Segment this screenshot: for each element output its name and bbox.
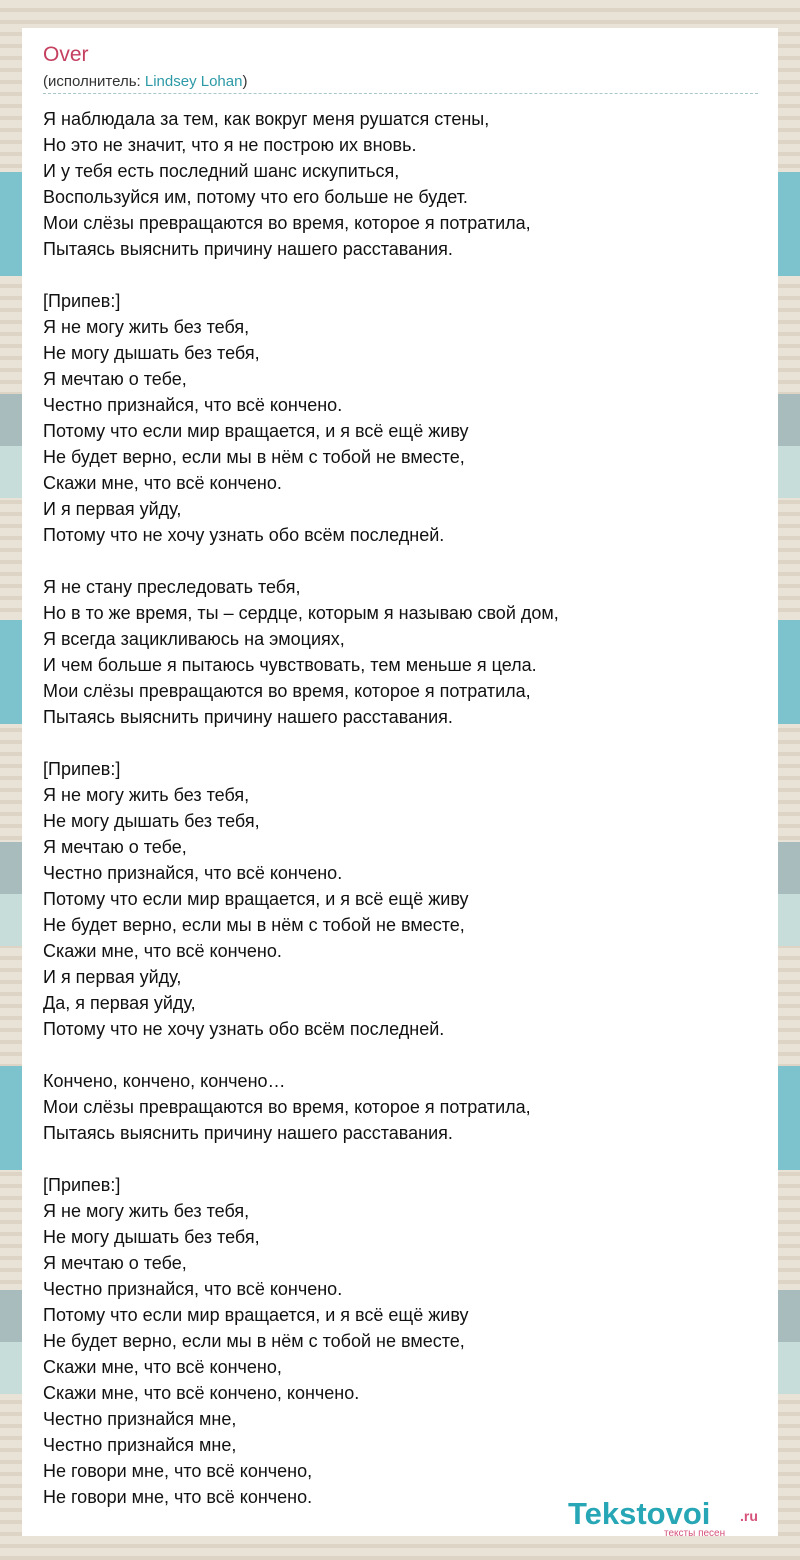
site-logo[interactable] [568, 1496, 778, 1542]
lyric-line: Честно признайся, что всё кончено. [43, 863, 343, 883]
blank-line [43, 1042, 758, 1068]
lyric-line: Пытаясь выяснить причину нашего расставания. [43, 239, 453, 259]
blank-line [43, 1146, 758, 1172]
lyric-line: Я наблюдала за тем, как вокруг меня рушатся стены, [43, 109, 490, 129]
lyric-line: Я не могу жить без тебя, [43, 1201, 250, 1221]
lyric-line: Потому что не хочу узнать обо всём последней. [43, 1019, 445, 1039]
artist-suffix: ) [242, 73, 248, 90]
lyric-line: Да, я первая уйду, [43, 993, 196, 1013]
lyric-line: Честно признайся мне, [43, 1409, 237, 1429]
lyric-line: Но в то же время, ты – сердце, которым я называю свой дом, [43, 603, 559, 623]
lyric-line: Скажи мне, что всё кончено. [43, 941, 282, 961]
lyric-line: Потому что если мир вращается, и я всё ещё живу [43, 1305, 469, 1325]
lyric-line: Я не могу жить без тебя, [43, 785, 250, 805]
artist-link[interactable]: Lindsey Lohan [144, 73, 243, 90]
lyric-line: Не будет верно, если мы в нём с тобой не вместе, [43, 915, 465, 935]
lyric-line: Не будет верно, если мы в нём с тобой не вместе, [43, 447, 465, 467]
lyric-line: Потому что если мир вращается, и я всё ещё живу [43, 889, 469, 909]
lyric-line: Честно признайся, что всё кончено. [43, 395, 343, 415]
lyric-line: Честно признайся мне, [43, 1435, 237, 1455]
lyric-line: Я не стану преследовать тебя, [43, 577, 301, 597]
lyrics-body [43, 106, 758, 1510]
lyric-line: Я не могу жить без тебя, [43, 317, 250, 337]
lyric-line: Не могу дышать без тебя, [43, 343, 260, 363]
lyric-line: Воспользуйся им, потому что его больше не будет. [43, 187, 468, 207]
artist-prefix: (исполнитель: [43, 73, 145, 90]
lyric-line: Скажи мне, что всё кончено, кончено. [43, 1383, 360, 1403]
lyric-line: Я мечтаю о тебе, [43, 837, 187, 857]
lyric-line: Мои слёзы превращаются во время, которое я потратила, [43, 681, 531, 701]
lyric-line: И чем больше я пытаюсь чувствовать, тем меньше я цела. [43, 655, 537, 675]
lyric-line: Потому что не хочу узнать обо всём последней. [43, 525, 445, 545]
lyric-line: Скажи мне, что всё кончено, [43, 1357, 282, 1377]
blank-line [43, 262, 758, 288]
lyric-line: Пытаясь выяснить причину нашего расставания. [43, 707, 453, 727]
lyric-line: Мои слёзы превращаются во время, которое я потратила, [43, 1097, 531, 1117]
lyric-line: Не говори мне, что всё кончено. [43, 1487, 313, 1507]
lyric-line: [Припев:] [43, 759, 121, 779]
lyric-line: Скажи мне, что всё кончено. [43, 473, 282, 493]
lyric-line: Потому что если мир вращается, и я всё ещё живу [43, 421, 469, 441]
lyric-line: Я мечтаю о тебе, [43, 1253, 187, 1273]
blank-line [43, 730, 758, 756]
lyric-line: И я первая уйду, [43, 499, 182, 519]
lyric-line: Не говори мне, что всё кончено, [43, 1461, 313, 1481]
lyric-line: Но это не значит, что я не построю их вновь. [43, 135, 417, 155]
lyric-line: Мои слёзы превращаются во время, которое я потратила, [43, 213, 531, 233]
lyric-line: [Припев:] [43, 291, 121, 311]
lyric-line: Я мечтаю о тебе, [43, 369, 187, 389]
lyric-line: Я всегда зацикливаюсь на эмоциях, [43, 629, 345, 649]
artist-line [43, 73, 758, 94]
lyric-line: Не могу дышать без тебя, [43, 1227, 260, 1247]
logo-tagline: тексты песен [664, 1528, 726, 1539]
lyric-line: Не будет верно, если мы в нём с тобой не вместе, [43, 1331, 465, 1351]
logo-domain: .ru [740, 1508, 758, 1524]
lyric-line: Честно признайся, что всё кончено. [43, 1279, 343, 1299]
blank-line [43, 548, 758, 574]
lyric-line: И у тебя есть последний шанс искупиться, [43, 161, 400, 181]
lyric-line: Пытаясь выяснить причину нашего расставания. [43, 1123, 453, 1143]
lyric-line: [Припев:] [43, 1175, 121, 1195]
lyric-line: И я первая уйду, [43, 967, 182, 987]
lyric-line: Не могу дышать без тебя, [43, 811, 260, 831]
lyric-line: Кончено, кончено, кончено… [43, 1071, 286, 1091]
song-title: Over [43, 43, 89, 66]
lyrics-card [22, 28, 778, 1536]
logo-wordmark: Tekstovoi [568, 1496, 711, 1531]
